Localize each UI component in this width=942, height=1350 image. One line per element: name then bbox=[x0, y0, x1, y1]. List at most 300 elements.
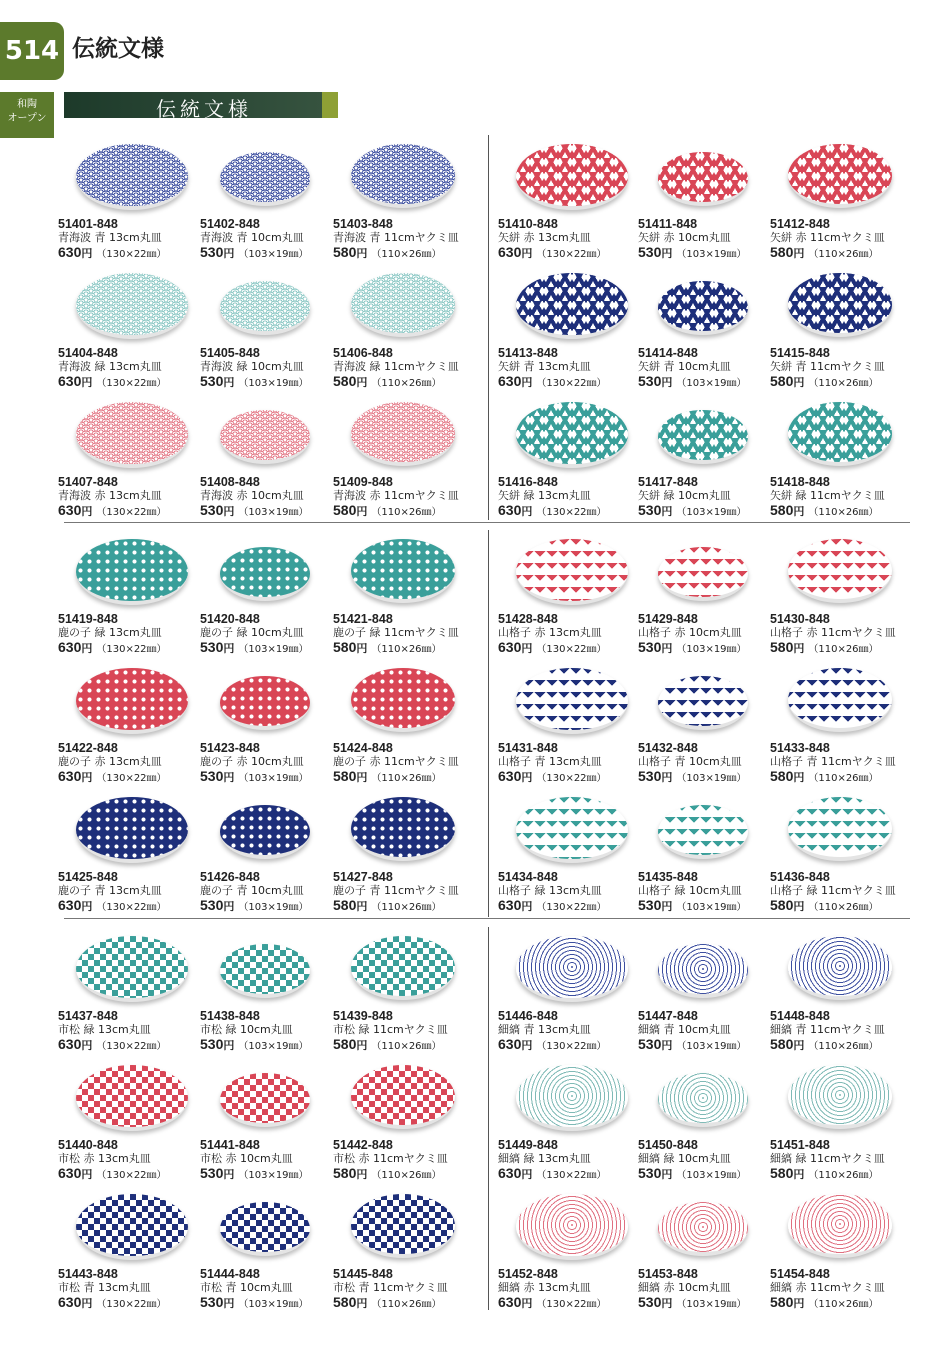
product-code: 51454-848 bbox=[770, 1267, 830, 1281]
product-name: 鹿の子 青 13cm丸皿 bbox=[58, 884, 162, 897]
product-dimensions: （103×19㎜） bbox=[238, 1170, 309, 1181]
product-item bbox=[200, 662, 345, 782]
price-line bbox=[333, 1294, 483, 1313]
product-dimensions: （110×26㎜） bbox=[808, 1041, 879, 1052]
product-name: 山格子 青 10cm丸皿 bbox=[638, 755, 742, 768]
product-code: 51417-848 bbox=[638, 475, 698, 489]
product-item bbox=[333, 662, 478, 782]
price-line bbox=[638, 1036, 788, 1055]
plate-image bbox=[351, 402, 455, 466]
product-dimensions: （130×22㎜） bbox=[96, 902, 167, 913]
price-line bbox=[498, 1165, 648, 1184]
price-line bbox=[498, 768, 648, 787]
product-price: 580 bbox=[333, 244, 357, 260]
product-dimensions: （103×19㎜） bbox=[238, 507, 309, 518]
product-label bbox=[333, 742, 483, 787]
price-line bbox=[498, 639, 648, 658]
yen-unit: 円 bbox=[356, 376, 368, 389]
product-price: 580 bbox=[770, 373, 794, 389]
product-code: 51435-848 bbox=[638, 870, 698, 884]
yen-unit: 円 bbox=[661, 771, 673, 784]
plate-image bbox=[351, 936, 455, 1000]
product-label bbox=[333, 1010, 483, 1055]
yen-unit: 円 bbox=[223, 505, 235, 518]
product-dimensions: （103×19㎜） bbox=[238, 902, 309, 913]
product-name: 細縞 青 10cm丸皿 bbox=[638, 1023, 731, 1036]
plate-image bbox=[788, 273, 892, 337]
product-price: 580 bbox=[333, 1165, 357, 1181]
product-item bbox=[58, 267, 203, 387]
product-dimensions: （130×22㎜） bbox=[536, 249, 607, 260]
product-label bbox=[770, 613, 920, 658]
plate-image bbox=[516, 797, 628, 863]
product-dimensions: （130×22㎜） bbox=[96, 378, 167, 389]
plate-image bbox=[76, 539, 188, 605]
product-code: 51449-848 bbox=[498, 1138, 558, 1152]
product-price: 580 bbox=[770, 1165, 794, 1181]
product-code: 51445-848 bbox=[333, 1267, 393, 1281]
product-code: 51421-848 bbox=[333, 612, 393, 626]
product-item bbox=[770, 930, 915, 1050]
yen-unit: 円 bbox=[521, 376, 533, 389]
price-line bbox=[498, 897, 648, 916]
product-label bbox=[200, 742, 350, 787]
product-name: 矢絣 青 11cmヤクミ皿 bbox=[770, 360, 885, 373]
product-name: 細縞 青 13cm丸皿 bbox=[498, 1023, 591, 1036]
product-code: 51443-848 bbox=[58, 1267, 118, 1281]
product-label bbox=[770, 1139, 920, 1184]
block-divider bbox=[64, 522, 910, 523]
product-price: 630 bbox=[58, 639, 82, 655]
product-code: 51439-848 bbox=[333, 1009, 393, 1023]
product-name: 市松 緑 13cm丸皿 bbox=[58, 1023, 151, 1036]
product-item bbox=[200, 930, 345, 1050]
product-label bbox=[58, 742, 208, 787]
product-item bbox=[200, 267, 345, 387]
price-line bbox=[638, 768, 788, 787]
product-code: 51436-848 bbox=[770, 870, 830, 884]
product-item bbox=[333, 138, 478, 258]
product-code: 51419-848 bbox=[58, 612, 118, 626]
yen-unit: 円 bbox=[521, 247, 533, 260]
yen-unit: 円 bbox=[223, 376, 235, 389]
plate-image bbox=[220, 676, 310, 730]
product-label bbox=[770, 347, 920, 392]
yen-unit: 円 bbox=[356, 900, 368, 913]
plate-image bbox=[220, 547, 310, 601]
product-item bbox=[333, 267, 478, 387]
product-name: 鹿の子 赤 11cmヤクミ皿 bbox=[333, 755, 459, 768]
product-name: 青海波 緑 11cmヤクミ皿 bbox=[333, 360, 459, 373]
plate-image bbox=[516, 144, 628, 210]
product-code: 51424-848 bbox=[333, 741, 393, 755]
product-dimensions: （130×22㎜） bbox=[96, 1170, 167, 1181]
product-name: 市松 赤 13cm丸皿 bbox=[58, 1152, 151, 1165]
price-line bbox=[200, 1294, 350, 1313]
price-line bbox=[333, 639, 483, 658]
price-line bbox=[638, 639, 788, 658]
product-code: 51410-848 bbox=[498, 217, 558, 231]
yen-unit: 円 bbox=[356, 1297, 368, 1310]
product-name: 細縞 緑 11cmヤクミ皿 bbox=[770, 1152, 885, 1165]
product-dimensions: （110×26㎜） bbox=[371, 1299, 442, 1310]
yen-unit: 円 bbox=[81, 642, 93, 655]
yen-unit: 円 bbox=[356, 505, 368, 518]
yen-unit: 円 bbox=[661, 900, 673, 913]
plate-image bbox=[788, 539, 892, 603]
price-line bbox=[770, 639, 920, 658]
product-item bbox=[638, 662, 783, 782]
product-dimensions: （130×22㎜） bbox=[536, 378, 607, 389]
product-code: 51407-848 bbox=[58, 475, 118, 489]
product-dimensions: （130×22㎜） bbox=[96, 507, 167, 518]
product-dimensions: （130×22㎜） bbox=[536, 902, 607, 913]
product-price: 530 bbox=[200, 373, 224, 389]
price-line bbox=[638, 373, 788, 392]
product-code: 51447-848 bbox=[638, 1009, 698, 1023]
product-price: 580 bbox=[770, 639, 794, 655]
product-item bbox=[333, 1059, 478, 1179]
product-item bbox=[200, 791, 345, 911]
product-code: 51418-848 bbox=[770, 475, 830, 489]
price-line bbox=[58, 1036, 208, 1055]
product-name: 青海波 赤 11cmヤクミ皿 bbox=[333, 489, 459, 502]
product-name: 鹿の子 緑 11cmヤクミ皿 bbox=[333, 626, 459, 639]
yen-unit: 円 bbox=[81, 247, 93, 260]
plate-image bbox=[76, 1194, 188, 1260]
product-price: 580 bbox=[333, 768, 357, 784]
product-code: 51451-848 bbox=[770, 1138, 830, 1152]
yen-unit: 円 bbox=[661, 1039, 673, 1052]
product-code: 51404-848 bbox=[58, 346, 118, 360]
yen-unit: 円 bbox=[223, 642, 235, 655]
product-dimensions: （130×22㎜） bbox=[536, 1041, 607, 1052]
price-line bbox=[333, 1036, 483, 1055]
product-code: 51448-848 bbox=[770, 1009, 830, 1023]
product-label bbox=[200, 871, 350, 916]
yen-unit: 円 bbox=[223, 1039, 235, 1052]
product-price: 580 bbox=[333, 373, 357, 389]
plate-image bbox=[658, 410, 748, 464]
product-name: 山格子 赤 11cmヤクミ皿 bbox=[770, 626, 896, 639]
product-code: 51409-848 bbox=[333, 475, 393, 489]
yen-unit: 円 bbox=[521, 1039, 533, 1052]
product-name: 青海波 緑 10cm丸皿 bbox=[200, 360, 304, 373]
product-dimensions: （110×26㎜） bbox=[808, 1170, 879, 1181]
product-dimensions: （110×26㎜） bbox=[808, 507, 879, 518]
product-label bbox=[770, 1268, 920, 1313]
product-label bbox=[200, 347, 350, 392]
product-price: 580 bbox=[333, 1294, 357, 1310]
plate-image bbox=[658, 1202, 748, 1256]
product-label bbox=[333, 871, 483, 916]
plate-image bbox=[76, 936, 188, 1002]
product-name: 市松 青 13cm丸皿 bbox=[58, 1281, 151, 1294]
product-label bbox=[498, 871, 648, 916]
product-name: 市松 赤 11cmヤクミ皿 bbox=[333, 1152, 448, 1165]
yen-unit: 円 bbox=[81, 1168, 93, 1181]
yen-unit: 円 bbox=[223, 771, 235, 784]
product-item bbox=[638, 267, 783, 387]
price-line bbox=[770, 768, 920, 787]
product-price: 530 bbox=[638, 1165, 662, 1181]
product-price: 630 bbox=[498, 1294, 522, 1310]
product-dimensions: （110×26㎜） bbox=[371, 773, 442, 784]
product-code: 51428-848 bbox=[498, 612, 558, 626]
yen-unit: 円 bbox=[521, 1297, 533, 1310]
section-banner bbox=[64, 92, 338, 121]
product-label bbox=[200, 1010, 350, 1055]
product-dimensions: （130×22㎜） bbox=[96, 249, 167, 260]
product-price: 630 bbox=[58, 502, 82, 518]
product-price: 630 bbox=[58, 1036, 82, 1052]
plate-image bbox=[351, 273, 455, 337]
product-label bbox=[638, 1139, 788, 1184]
plate-image bbox=[351, 668, 455, 732]
product-dimensions: （103×19㎜） bbox=[676, 1041, 747, 1052]
plate-image bbox=[658, 1073, 748, 1127]
product-price: 530 bbox=[638, 897, 662, 913]
plate-image bbox=[516, 539, 628, 605]
product-label bbox=[58, 613, 208, 658]
page-title: 伝統文様 bbox=[72, 36, 164, 62]
price-line bbox=[333, 897, 483, 916]
product-price: 580 bbox=[770, 768, 794, 784]
product-price: 630 bbox=[58, 1294, 82, 1310]
product-code: 51426-848 bbox=[200, 870, 260, 884]
price-line bbox=[58, 768, 208, 787]
product-dimensions: （110×26㎜） bbox=[371, 1170, 442, 1181]
product-item bbox=[58, 1059, 203, 1179]
product-item bbox=[333, 396, 478, 516]
product-code: 51414-848 bbox=[638, 346, 698, 360]
price-line bbox=[498, 502, 648, 521]
product-price: 630 bbox=[498, 373, 522, 389]
product-name: 山格子 緑 11cmヤクミ皿 bbox=[770, 884, 896, 897]
product-name: 矢絣 青 10cm丸皿 bbox=[638, 360, 731, 373]
product-item bbox=[638, 396, 783, 516]
plate-image bbox=[788, 797, 892, 861]
plate-image bbox=[220, 152, 310, 206]
product-name: 市松 緑 11cmヤクミ皿 bbox=[333, 1023, 448, 1036]
product-code: 51412-848 bbox=[770, 217, 830, 231]
product-name: 矢絣 赤 10cm丸皿 bbox=[638, 231, 731, 244]
product-name: 細縞 緑 10cm丸皿 bbox=[638, 1152, 731, 1165]
product-item bbox=[770, 791, 915, 911]
product-price: 630 bbox=[498, 244, 522, 260]
product-dimensions: （103×19㎜） bbox=[676, 249, 747, 260]
product-label bbox=[200, 1139, 350, 1184]
product-item bbox=[200, 138, 345, 258]
price-line bbox=[200, 1036, 350, 1055]
plate-image bbox=[351, 144, 455, 208]
product-label bbox=[200, 476, 350, 521]
product-name: 山格子 赤 13cm丸皿 bbox=[498, 626, 602, 639]
product-item bbox=[770, 396, 915, 516]
yen-unit: 円 bbox=[356, 1168, 368, 1181]
product-item bbox=[638, 791, 783, 911]
plate-image bbox=[516, 936, 628, 1002]
price-line bbox=[58, 1165, 208, 1184]
product-label bbox=[638, 742, 788, 787]
plate-image bbox=[220, 1073, 310, 1127]
product-dimensions: （130×22㎜） bbox=[536, 1299, 607, 1310]
product-dimensions: （110×26㎜） bbox=[371, 902, 442, 913]
product-price: 580 bbox=[770, 897, 794, 913]
product-dimensions: （110×26㎜） bbox=[371, 1041, 442, 1052]
product-name: 青海波 赤 10cm丸皿 bbox=[200, 489, 304, 502]
plate-image bbox=[220, 1202, 310, 1256]
plate-image bbox=[788, 1065, 892, 1129]
product-name: 鹿の子 青 10cm丸皿 bbox=[200, 884, 304, 897]
plate-image bbox=[658, 281, 748, 335]
yen-unit: 円 bbox=[223, 247, 235, 260]
product-price: 580 bbox=[770, 502, 794, 518]
product-name: 細縞 赤 13cm丸皿 bbox=[498, 1281, 591, 1294]
product-label bbox=[58, 218, 208, 263]
yen-unit: 円 bbox=[793, 1297, 805, 1310]
product-item bbox=[770, 138, 915, 258]
product-label bbox=[498, 1139, 648, 1184]
price-line bbox=[638, 244, 788, 263]
product-item bbox=[498, 267, 643, 387]
product-name: 山格子 緑 13cm丸皿 bbox=[498, 884, 602, 897]
product-name: 市松 青 11cmヤクミ皿 bbox=[333, 1281, 448, 1294]
product-item bbox=[333, 533, 478, 653]
plate-image bbox=[658, 805, 748, 859]
product-name: 青海波 青 13cm丸皿 bbox=[58, 231, 162, 244]
product-name: 市松 緑 10cm丸皿 bbox=[200, 1023, 293, 1036]
yen-unit: 円 bbox=[81, 505, 93, 518]
product-price: 530 bbox=[638, 639, 662, 655]
price-line bbox=[770, 244, 920, 263]
plate-image bbox=[351, 797, 455, 861]
product-name: 青海波 青 10cm丸皿 bbox=[200, 231, 304, 244]
product-dimensions: （103×19㎜） bbox=[676, 378, 747, 389]
plate-image bbox=[220, 805, 310, 859]
product-price: 530 bbox=[200, 244, 224, 260]
product-code: 51427-848 bbox=[333, 870, 393, 884]
product-name: 鹿の子 赤 10cm丸皿 bbox=[200, 755, 304, 768]
product-label bbox=[770, 1010, 920, 1055]
plate-image bbox=[516, 668, 628, 734]
product-label bbox=[638, 476, 788, 521]
product-name: 市松 赤 10cm丸皿 bbox=[200, 1152, 293, 1165]
yen-unit: 円 bbox=[661, 247, 673, 260]
product-label bbox=[58, 1010, 208, 1055]
product-label bbox=[333, 347, 483, 392]
product-price: 580 bbox=[770, 1294, 794, 1310]
price-line bbox=[200, 1165, 350, 1184]
category-side-tab bbox=[0, 92, 54, 138]
yen-unit: 円 bbox=[661, 1168, 673, 1181]
price-line bbox=[333, 502, 483, 521]
product-dimensions: （130×22㎜） bbox=[536, 1170, 607, 1181]
product-price: 580 bbox=[770, 244, 794, 260]
product-dimensions: （110×26㎜） bbox=[808, 773, 879, 784]
plate-image bbox=[788, 1194, 892, 1258]
product-dimensions: （103×19㎜） bbox=[238, 249, 309, 260]
price-line bbox=[498, 1036, 648, 1055]
product-label bbox=[498, 347, 648, 392]
product-code: 51401-848 bbox=[58, 217, 118, 231]
yen-unit: 円 bbox=[661, 376, 673, 389]
product-name: 鹿の子 青 11cmヤクミ皿 bbox=[333, 884, 459, 897]
product-code: 51406-848 bbox=[333, 346, 393, 360]
product-dimensions: （110×26㎜） bbox=[808, 902, 879, 913]
product-item bbox=[58, 396, 203, 516]
plate-image bbox=[516, 273, 628, 339]
price-line bbox=[498, 244, 648, 263]
product-code: 51423-848 bbox=[200, 741, 260, 755]
yen-unit: 円 bbox=[793, 642, 805, 655]
plate-image bbox=[76, 273, 188, 339]
product-item bbox=[638, 1188, 783, 1308]
product-label bbox=[333, 1139, 483, 1184]
price-line bbox=[638, 1165, 788, 1184]
price-line bbox=[200, 897, 350, 916]
product-item bbox=[58, 138, 203, 258]
product-dimensions: （103×19㎜） bbox=[238, 773, 309, 784]
product-price: 530 bbox=[638, 244, 662, 260]
product-label bbox=[498, 476, 648, 521]
product-dimensions: （103×19㎜） bbox=[238, 378, 309, 389]
yen-unit: 円 bbox=[793, 505, 805, 518]
product-code: 51441-848 bbox=[200, 1138, 260, 1152]
product-price: 630 bbox=[498, 639, 522, 655]
product-dimensions: （130×22㎜） bbox=[536, 507, 607, 518]
product-dimensions: （110×26㎜） bbox=[808, 249, 879, 260]
product-price: 530 bbox=[638, 373, 662, 389]
product-item bbox=[770, 533, 915, 653]
product-dimensions: （110×26㎜） bbox=[371, 644, 442, 655]
product-price: 530 bbox=[200, 1036, 224, 1052]
product-dimensions: （110×26㎜） bbox=[808, 644, 879, 655]
yen-unit: 円 bbox=[356, 1039, 368, 1052]
product-item bbox=[498, 1059, 643, 1179]
side-tab-line-2: オープン bbox=[7, 113, 47, 124]
product-code: 51444-848 bbox=[200, 1267, 260, 1281]
yen-unit: 円 bbox=[223, 1168, 235, 1181]
product-dimensions: （110×26㎜） bbox=[371, 249, 442, 260]
yen-unit: 円 bbox=[661, 505, 673, 518]
product-code: 51402-848 bbox=[200, 217, 260, 231]
product-label bbox=[770, 218, 920, 263]
product-name: 青海波 青 11cmヤクミ皿 bbox=[333, 231, 459, 244]
product-code: 51430-848 bbox=[770, 612, 830, 626]
product-price: 630 bbox=[58, 897, 82, 913]
product-name: 細縞 赤 10cm丸皿 bbox=[638, 1281, 731, 1294]
product-code: 51433-848 bbox=[770, 741, 830, 755]
product-price: 530 bbox=[200, 639, 224, 655]
product-name: 鹿の子 緑 10cm丸皿 bbox=[200, 626, 304, 639]
product-code: 51440-848 bbox=[58, 1138, 118, 1152]
product-price: 630 bbox=[498, 768, 522, 784]
price-line bbox=[200, 373, 350, 392]
product-item bbox=[498, 138, 643, 258]
product-label bbox=[770, 742, 920, 787]
plate-image bbox=[76, 402, 188, 468]
product-name: 矢絣 緑 10cm丸皿 bbox=[638, 489, 731, 502]
product-name: 矢絣 緑 11cmヤクミ皿 bbox=[770, 489, 885, 502]
price-line bbox=[58, 1294, 208, 1313]
plate-image bbox=[788, 402, 892, 466]
product-code: 51438-848 bbox=[200, 1009, 260, 1023]
product-label bbox=[58, 476, 208, 521]
product-price: 580 bbox=[333, 897, 357, 913]
product-code: 51413-848 bbox=[498, 346, 558, 360]
yen-unit: 円 bbox=[356, 642, 368, 655]
